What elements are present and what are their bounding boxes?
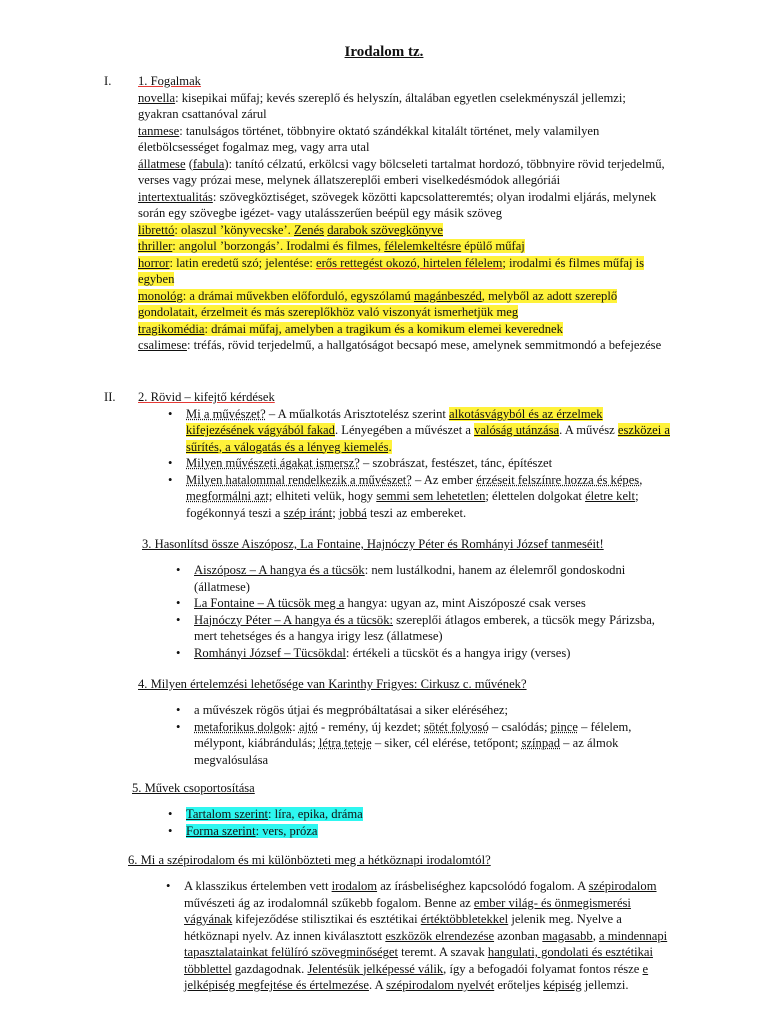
list-item: • Milyen hatalommal rendelkezik a művészet? – Az ember érzéseit felszínre hozza és képes, megformálni azt; elhiteti velük, hogy semmi sem lehetetlen; élettelen dolgokat életre kelt; fogékonnyá teszi a szép iránt; jobbá teszi az embereket. [166, 472, 670, 522]
def-horror: horror: latin eredetű szó; jelentése: erős rettegést okozó, hirtelen félelem; irodalmi és filmes műfaj is egyben [138, 255, 645, 286]
section-heading-szepirodalom: 6. Mi a szépirodalom és mi különbözteti meg a hétköznapi irodalomtól? [128, 853, 491, 867]
list-item: • A klasszikus értelemben vett irodalom az írásbeliséghez kapcsolódó fogalom. A szépirodalom művészeti ág az irodalomnál szűkebb fogalom. Benne az ember világ- és önmegismerési vágyának kifejeződése stilisztikai és esztétikai értéktöbbletekkel jelenik meg. Nyelve a hétköznapi nyelv. Az innen kiválasztott eszközök elrendezése azonban magasabb, a mindennapi tapasztalatainkat felülíró szövegminőséget teremt. A szavak hangulati, gondolati és esztétikai többlettel gazdagodnak. Jelentésük jelképessé válik, így a befogadói folyamat fontos része e jelképiség megfejtése és értelmezése. A szépirodalom nyelvét erőteljes képiség jellemzi. [164, 878, 676, 994]
def-monolog: monológ: a drámai művekben előforduló, egyszólamú magánbeszéd, melyből az adott szereplő gondolatait, érzelmeit és más szereplőkhöz való viszonyát ismerhetjük meg [138, 288, 618, 319]
def-csalimese: csalimese: tréfás, rövid terjedelmű, a hallgatóságot becsapó mese, amelynek semmitmondó a befejezése [138, 338, 662, 352]
section-heading-kerdesek: 2. Rövid – kifejtő kérdések [138, 390, 275, 404]
def-allatmese: állatmese (fabula): tanító célzatú, erkölcsi vagy bölcseleti tartalmat hordozó, többnyire rövid terjedelmű, verses vagy prózai mese, melynek állatszereplői emberi viselkedésmódok allegóriái [138, 156, 665, 187]
def-tanmese: tanmese: tanulságos történet, többnyire oktató szándékkal kitalált történet, mely valamilyen életbölcsességet fogalmaz meg, vagy arra utal [138, 123, 600, 154]
def-novella: novella: kisepikai műfaj; kevés szereplő és helyszín, általában egyetlen cselekményszál jellemzi; gyakran csattanóval zárul [138, 90, 626, 121]
section-kerdesek [138, 389, 668, 521]
list-item: • Romhányi József – Tücsökdal: értékeli a tücsköt és a hangya irigy (verses) [174, 645, 674, 662]
section-number-1: I. [104, 74, 112, 88]
def-tragikomedia: tragikomédia: drámai műfaj, amelyben a tragikum és a komikum elemei keverednek [138, 321, 563, 336]
list-item: • Forma szerint: vers, próza [166, 823, 566, 840]
section-heading-tanmesek: 3. Hasonlítsd össze Aiszóposz, La Fontaine, Hajnóczy Péter és Romhányi József tanmeséit! [142, 537, 604, 551]
def-libretto: librettó: olaszul ’könyvecske’. Zenés darabok szövegkönyve [138, 222, 443, 237]
def-intertextualitas: intertextualitás: szövegköztiséget, szövegek közötti kapcsolatteremtés; olyan irodalmi eljárás, melynek során egy szövegbe igézet- vagy utalásszerűen beépül egy másik szöveg [138, 189, 657, 220]
section-number-2: II. [104, 390, 116, 404]
szepirodalom-list [164, 878, 676, 994]
list-item: • Tartalom szerint: líra, epika, dráma [166, 806, 566, 823]
section-fogalmak [138, 73, 668, 354]
list-item: • Mi a művészet? – A műalkotás Arisztotelész szerint alkotásvágyból és az érzelmek kifejezésének vágyából fakad. Lényegében a művészet a valóság utánzása. A művész eszközei a sűrítés, a válogatás és a lényeg kiemelés. [166, 406, 670, 456]
list-item: • Milyen művészeti ágakat ismersz? – szobrászat, festészet, tánc, építészet [166, 455, 670, 472]
section-heading-fogalmak: 1. Fogalmak [138, 74, 201, 88]
def-thriller: thriller: angolul ’borzongás’. Irodalmi és filmes, félelemkeltésre épülő műfaj [138, 239, 525, 253]
page-title: Irodalom tz. [344, 44, 424, 60]
tanmese-list [174, 562, 674, 661]
question-list [166, 406, 670, 522]
csoportositas-list [166, 806, 566, 839]
list-item: • metaforikus dolgok: ajtó - remény, új kezdet; sötét folyosó – csalódás; pince – félelem, mélypont, kiábrándulás; létra teteje – siker, cél elérése, tetőpont; színpad – az álmok megvalósulása [174, 719, 674, 769]
cirkusz-list [174, 702, 674, 768]
list-item: • Aiszóposz – A hangya és a tücsök: nem lustálkodni, hanem az élelemről gondoskodni (állatmese) [174, 562, 674, 595]
section-heading-csoportositas: 5. Művek csoportosítása [132, 781, 255, 795]
section-heading-cirkusz: 4. Milyen értelemzési lehetősége van Karinthy Frigyes: Cirkusz c. művének? [138, 677, 527, 691]
list-item: • La Fontaine – A tücsök meg a hangya: ugyan az, mint Aiszóposzé csak verses [174, 595, 674, 612]
list-item: • Hajnóczy Péter – A hangya és a tücsök: szereplői átlagos emberek, a tücsök megy Párizsba, mert tehetséges és a hangya irigy lesz (állatmese) [174, 612, 674, 645]
list-item: • a művészek rögös útjai és megpróbáltatásai a siker eléréséhez; [174, 702, 674, 719]
